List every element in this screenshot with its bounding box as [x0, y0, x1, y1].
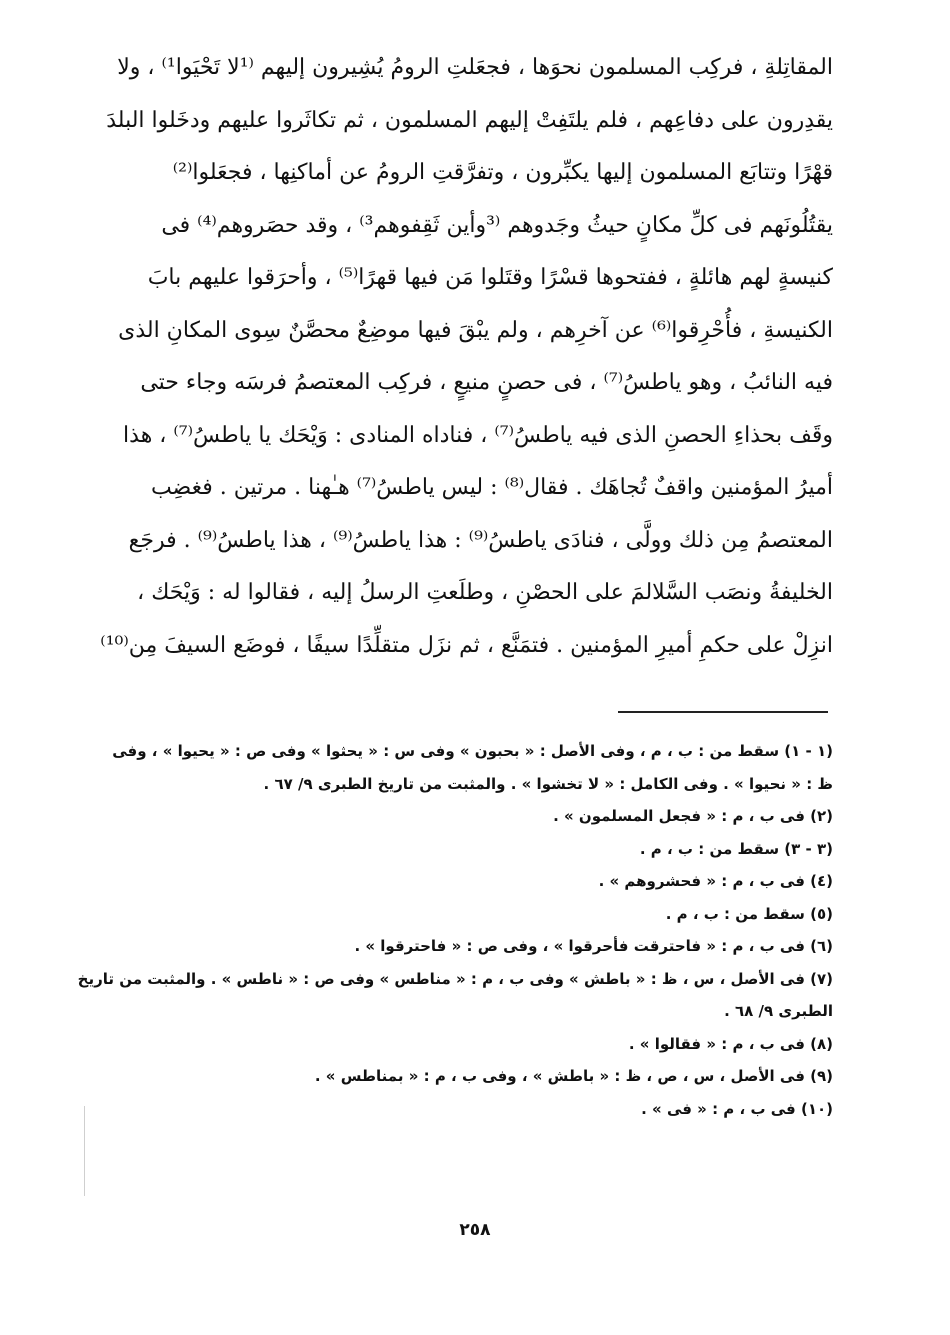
footnote-line: (١ - ١) سقط من : ب ، م ، وفى الأصل : « بحبون » وفى س : « يحثوا » وفى ص : « يحيوا » ، وفى [112, 742, 833, 760]
footnote-line: (٩) فى الأصل ، س ، ص ، ظ : « باطش » ، وفى ب ، م : « بمناطس » . [314, 1067, 833, 1085]
main-text-line: الكنيسةِ ، فأُحْرِقوا⁽⁶⁾ عن آخرِهم ، ولم يبْقَ فيها موضِعٌ محصَّنٌ سِوى المكانِ الذى [118, 317, 833, 343]
main-text-line: فيه النائبُ ، وهو ياطسُ⁽⁷⁾ ، فى حصنٍ منيعٍ ، فركِب المعتصمُ فرسَه وجاء حتى [140, 370, 833, 395]
scan-margin-mark [84, 1106, 85, 1196]
main-text-body [100, 42, 833, 672]
main-text-line: الخليفةُ ونصَب السَّلالمَ على الحصْنِ ، وطلَعتِ الرسلُ إليه ، فقالوا له : وَيْحَك ، [137, 580, 833, 605]
footnote-line: (٥) سقط من : ب ، م . [665, 904, 833, 923]
main-text-line: المعتصمُ مِن ذلك وولَّى ، فنادَى ياطسُ⁽⁹⁾ : هذا ياطسُ⁽⁹⁾ ، هذا ياطسُ⁽⁹⁾ . فرجَع [128, 527, 833, 553]
footnote-line: (٤) فى ب ، م : « فحشروهم » . [598, 872, 833, 890]
footnote-line: (١٠) فى ب ، م : « فى » . [641, 1099, 833, 1118]
footnote-line: (٧) فى الأصل ، س ، ظ : « باطش » وفى ب ، م : « مناطس » وفى ص : « ناطس » . والمثبت من تاريخ [77, 969, 833, 988]
footnote-line: ظ : « نحيوا » . وفى الكامل : « لا تخشوا » . والمثبت من تاريخ الطبرى ٩/ ٦٧ . [263, 774, 833, 793]
footnotes-section [77, 735, 833, 1125]
main-text-line: أميرُ المؤمنين واقفٌ تُجاهَك . فقال⁽⁸⁾ : ليس ياطسُ⁽⁷⁾ هـٰهنا . مرتين . فغضِب [150, 475, 833, 500]
footnote-line: (٨) فى ب ، م : « فقالوا » . [628, 1034, 833, 1053]
main-text-line: انزِلْ على حكمِ أميرِ المؤمنين . فتمَنَّع ، ثم نزَل متقلِّدًا سيفًا ، فوضَع السيفَ مِن⁽¹⁰⁾ [100, 632, 833, 658]
main-text-line: كنيسةٍ لهم هائلةٍ ، ففتحوها قسْرًا وقتَلوا مَن فيها قهرًا⁽⁵⁾ ، وأحرَقوا عليهم بابَ [147, 265, 833, 290]
footnote-line: (٢) فى ب ، م : « فجعل المسلمون » . [553, 807, 833, 825]
main-text-line: قهْرًا وتتابَع المسلمون إليها يكبِّرون ، وتفرَّقتِ الرومُ عن أماكنِها ، فجعَلوا⁽²⁾ [172, 160, 833, 185]
footnote-line: (٦) فى ب ، م : « فاحترقت فأحرقوا » ، وفى ص : « فاحترقوا » . [354, 937, 833, 955]
footnote-line: (٣ - ٣) سقط من : ب ، م . [639, 839, 833, 858]
footnote-separator [618, 711, 828, 713]
main-text-line: المقاتِلةِ ، فركِب المسلمون نحوَها ، فجعَلتِ الرومُ يُشِيرون إليهم ⁽¹لا تَحْيَوا¹⁾ ، ولا [117, 55, 833, 80]
main-text-line: يقدِرون على دفاعِهم ، فلم يلتَفِتْ إليهم المسلمون ، ثم تكاثَروا عليهم ودخَلوا البلدَ [106, 107, 833, 133]
page-number: ٢٥٨ [459, 1220, 491, 1240]
footnote-line: الطبرى ٩/ ٦٨ . [724, 1002, 833, 1020]
main-text-line: يقتُلُونَهم فى كلِّ مكانٍ حيثُ وجَدوهم ⁽³وأين ثَقِفوهم³⁾ ، وقد حصَروهم⁽⁴⁾ فى [161, 212, 833, 238]
main-text-line: وقَف بحذاءِ الحصنِ الذى فيه ياطسُ⁽⁷⁾ ، فناداه المنادى : وَيْحَك يا ياطسُ⁽⁷⁾ ، هذا [123, 422, 833, 448]
